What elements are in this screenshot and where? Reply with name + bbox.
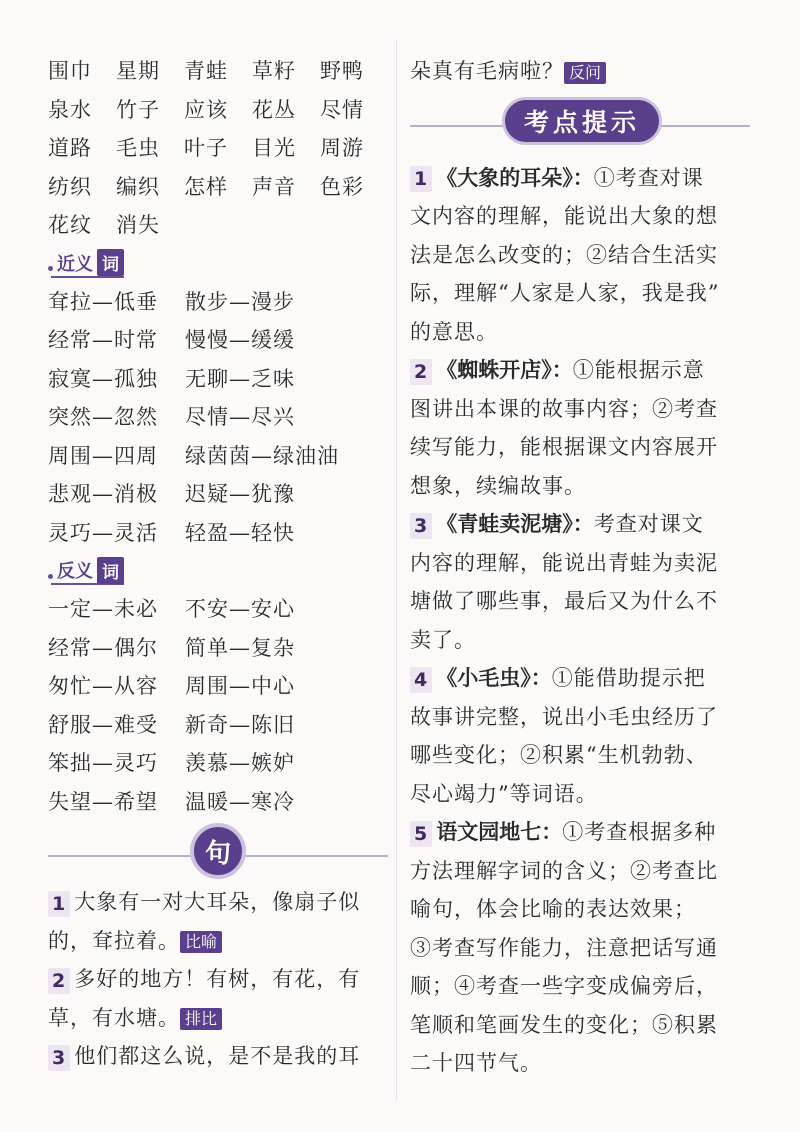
sentence-line [48, 922, 388, 961]
vocab-word: 怎样 [184, 174, 228, 199]
tip-item [410, 659, 750, 813]
sentence-number: 3 [48, 1045, 70, 1071]
tip-text: ①考查对课 [593, 165, 704, 190]
tip-line: ③考查写作能力，注意把话写通 [410, 935, 718, 960]
tip-text: ①能根据示意 [572, 358, 705, 382]
word-pair-row [48, 667, 388, 706]
tip-line: 图讲出本课的故事内容；②考查 [410, 396, 718, 421]
tip-line: 想象，续编故事。 [410, 473, 586, 498]
sentence-text: 朵真有毛病啦？ [410, 59, 564, 83]
sentence-text: 多好的地方！有树，有花，有 [74, 967, 361, 991]
tip-line [410, 505, 750, 544]
tip-line: 卖了。 [410, 627, 476, 652]
word-pair: 温暖—寒冷 [185, 789, 295, 814]
sentence-line [48, 960, 388, 999]
rhetoric-tag: 排比 [180, 1008, 222, 1030]
tip-item [410, 159, 750, 352]
vocab-word: 色彩 [320, 174, 364, 199]
vocab-word: 编织 [116, 174, 160, 199]
left-column [48, 52, 388, 1076]
tip-text: ①考查根据多种 [562, 820, 717, 844]
word-pair: 绿茵茵—绿油油 [185, 443, 339, 468]
tips-banner [410, 91, 750, 153]
vocab-row [48, 52, 388, 91]
heading-label [51, 557, 124, 585]
word-pair-row [48, 360, 388, 399]
word-pair-row [48, 475, 388, 514]
word-pair-row [48, 590, 388, 629]
word-pair: 尽情—尽兴 [185, 405, 295, 429]
word-pair: 新奇—陈旧 [185, 712, 295, 737]
word-pair: 耷拉—低垂 [48, 289, 158, 314]
word-pair: 散步—漫步 [185, 289, 295, 314]
right-column [410, 52, 750, 1083]
sentence-text: 的，耷拉着。 [48, 928, 180, 953]
sentence-number: 2 [48, 968, 70, 994]
sentence-text: 大象有一对大耳朵，像扇子似 [74, 890, 361, 914]
heading-label [51, 250, 124, 278]
column-divider [396, 40, 397, 1100]
tip-line: 二十四节气。 [410, 1051, 542, 1075]
word-pair: 笨拙—灵巧 [48, 751, 158, 775]
tip-item [410, 351, 750, 505]
tip-line: 故事讲完整，说出小毛虫经历了 [410, 704, 718, 729]
word-pair-row [48, 398, 388, 437]
vocab-word: 星期 [116, 59, 160, 83]
tip-line: 续写能力，能根据课文内容展开 [410, 435, 718, 459]
vocab-row [48, 91, 388, 130]
tip-number: 5 [410, 821, 432, 847]
tip-line: 塘做了哪些事，最后又为什么不 [410, 589, 718, 613]
antonyms-heading [48, 552, 388, 590]
word-pair: 经常—偶尔 [48, 635, 158, 660]
tip-line: 内容的理解，能说出青蛙为卖泥 [410, 550, 718, 575]
sentence-text: 他们都这么说，是不是我的耳 [74, 1044, 361, 1068]
sentence-line [410, 52, 750, 91]
tip-title: 语文园地七： [436, 820, 563, 844]
heading-badge: 词 [97, 249, 124, 276]
vocab-word: 花纹 [48, 213, 92, 237]
tip-line: 的意思。 [410, 319, 498, 344]
word-pair: 迟疑—犹豫 [185, 482, 295, 506]
word-pair: 简单—复杂 [185, 635, 295, 660]
vocab-word: 青蛙 [184, 59, 228, 83]
sentence-continuation [410, 52, 750, 91]
word-pair: 悲观—消极 [48, 482, 158, 506]
vocab-row [48, 129, 388, 168]
word-pair: 周围—四周 [48, 443, 158, 468]
word-pair: 匆忙—从容 [48, 674, 158, 698]
word-pair: 寂寞—孤独 [48, 366, 158, 391]
word-pair-row [48, 321, 388, 360]
vocab-word: 消失 [116, 213, 160, 237]
vocab-word: 声音 [252, 174, 296, 199]
tip-line: 顺；④考查一些字变成偏旁后， [410, 974, 718, 998]
word-pair: 一定—未必 [48, 597, 158, 621]
word-pair: 周围—中心 [185, 674, 295, 698]
tip-title: 《青蛙卖泥塘》： [436, 512, 594, 536]
word-pair-row [48, 629, 388, 668]
vocab-word: 道路 [48, 136, 92, 160]
vocab-word: 泉水 [48, 97, 92, 122]
vocab-word: 叶子 [184, 136, 228, 160]
tip-line [410, 813, 750, 852]
word-pair: 突然—忽然 [48, 405, 158, 429]
word-pair-row [48, 706, 388, 745]
rhetoric-tag: 反问 [564, 62, 606, 84]
vocab-word: 纺织 [48, 174, 92, 199]
tips-list [410, 159, 750, 1083]
vocab-row [48, 206, 388, 245]
sentence-banner [48, 821, 388, 883]
word-pair: 灵巧—灵活 [48, 520, 158, 545]
vocab-word: 野鸭 [320, 59, 364, 83]
word-pair: 不安—安心 [185, 597, 295, 621]
vocab-row [48, 168, 388, 207]
tip-item [410, 505, 750, 659]
word-pair-row [48, 744, 388, 783]
tip-title: 《大象的耳朵》： [436, 165, 594, 190]
tip-title: 《蜘蛛开店》： [436, 358, 573, 382]
rhetoric-tag: 比喻 [180, 931, 222, 953]
tip-line [410, 659, 750, 698]
tip-line: 笔顺和笔画发生的变化；⑤积累 [410, 1012, 718, 1037]
sentence-banner-badge: 句 [190, 823, 246, 879]
tip-text: 考查对课文 [593, 512, 704, 536]
tip-item [410, 813, 750, 1083]
word-pair: 羡慕—嫉妒 [185, 751, 295, 775]
word-pair: 轻盈—轻快 [185, 520, 295, 545]
tip-line: 喻句，体会比喻的表达效果； [410, 897, 696, 921]
word-pair: 失望—希望 [48, 789, 158, 814]
word-pair: 慢慢—缓缓 [185, 328, 295, 352]
vocab-word: 围巾 [48, 59, 92, 83]
sentence-line [48, 999, 388, 1038]
vocab-word: 花丛 [252, 97, 296, 122]
heading-text: 反义 [57, 561, 93, 582]
word-pair: 无聊—乏味 [185, 366, 295, 391]
tips-banner-badge: 考点提示 [502, 97, 662, 145]
tip-line: 文内容的理解，能说出大象的想 [410, 204, 718, 228]
vocab-word: 尽情 [320, 97, 364, 122]
tip-number: 3 [410, 513, 432, 539]
sentence-line [48, 1037, 388, 1076]
word-pair-row [48, 283, 388, 322]
tip-line [410, 159, 750, 198]
sentence-number: 1 [48, 891, 70, 917]
tip-line: 际，理解“人家是人家，我是我” [410, 281, 720, 305]
vocab-word: 目光 [252, 136, 296, 160]
vocab-word: 竹子 [116, 97, 160, 122]
tip-line [410, 351, 750, 390]
tip-line: 法是怎么改变的；②结合生活实 [410, 242, 718, 267]
word-pair-row [48, 783, 388, 822]
word-pair-row [48, 514, 388, 553]
tip-number: 2 [410, 359, 432, 385]
vocab-word: 毛虫 [116, 136, 160, 160]
word-pair: 舒服—难受 [48, 712, 158, 737]
word-pair: 经常—时常 [48, 328, 158, 352]
sentence-text: 草，有水塘。 [48, 1005, 180, 1030]
heading-text: 近义 [57, 253, 93, 275]
vocab-word: 应该 [184, 97, 228, 122]
heading-badge: 词 [97, 557, 124, 584]
tip-text: ①能借助提示把 [551, 666, 706, 690]
tip-number: 4 [410, 667, 432, 693]
synonyms-list [48, 283, 388, 553]
tip-line: 方法理解字词的含义；②考查比 [410, 858, 718, 883]
synonyms-heading [48, 245, 388, 283]
word-pair-row [48, 437, 388, 476]
tip-number: 1 [410, 166, 432, 192]
vocab-word: 周游 [320, 136, 364, 160]
antonyms-list [48, 590, 388, 821]
tip-title: 《小毛虫》： [436, 666, 552, 690]
vocab-list [48, 52, 388, 245]
tip-line: 尽心竭力”等词语。 [410, 781, 598, 806]
vocab-word: 草籽 [252, 59, 296, 83]
sentence-line [48, 883, 388, 922]
tip-line: 哪些变化；②积累“生机勃勃、 [410, 743, 708, 767]
sentence-list [48, 883, 388, 1076]
